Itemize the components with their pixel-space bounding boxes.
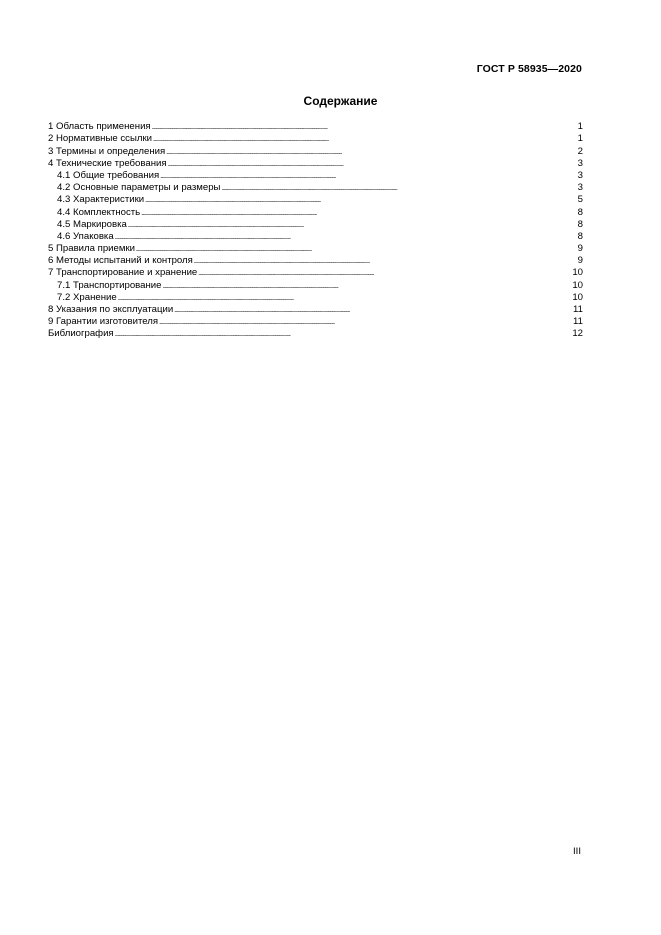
toc-entry[interactable] [48, 267, 583, 279]
toc-entry-label: 4.5 Маркировка [57, 218, 127, 230]
toc-dot-leader [141, 207, 576, 219]
toc-entry[interactable] [48, 316, 583, 328]
toc-entry-label: 7.2 Хранение [57, 291, 117, 303]
toc-entry-page: 3 [577, 182, 583, 194]
toc-entry-label: 5 Правила приемки [48, 243, 135, 255]
toc-entry[interactable] [48, 231, 583, 243]
toc-entry[interactable] [48, 194, 583, 206]
toc-entry[interactable] [48, 158, 583, 170]
toc-entry[interactable] [48, 279, 583, 291]
toc-dot-leader [198, 267, 571, 279]
toc-dot-leader [163, 280, 572, 292]
toc-entry-label: 4.4 Комплектность [57, 206, 141, 218]
toc-dot-leader [115, 231, 577, 243]
toc-entry-label: Библиография [48, 328, 114, 340]
toc-entry-page: 3 [577, 157, 583, 169]
toc-dot-leader [136, 243, 577, 255]
toc-dot-leader [168, 158, 577, 170]
toc-dot-leader [145, 194, 577, 206]
toc-entry[interactable] [48, 182, 583, 194]
toc-entry-label: 1 Область применения [48, 121, 151, 133]
toc-entry-page: 9 [577, 243, 583, 255]
toc-entry-label: 7 Транспортирование и хранение [48, 267, 198, 279]
toc-dot-leader [153, 133, 577, 145]
toc-entry-page: 10 [572, 267, 583, 279]
toc-dot-leader [174, 304, 572, 316]
table-of-contents [48, 121, 583, 340]
toc-entry-label: 3 Термины и определения [48, 145, 166, 157]
toc-dot-leader [221, 182, 576, 194]
toc-entry-page: 8 [577, 206, 583, 218]
toc-entry[interactable] [48, 145, 583, 157]
toc-entry[interactable] [48, 121, 583, 133]
toc-dot-leader [118, 292, 572, 304]
toc-entry[interactable] [48, 133, 583, 145]
toc-entry-label: 8 Указания по эксплуатации [48, 304, 174, 315]
toc-entry-page: 2 [577, 145, 583, 157]
toc-entry-page: 8 [577, 218, 583, 230]
toc-dot-leader [115, 328, 572, 340]
toc-entry-label: 4.3 Характеристики [57, 194, 145, 206]
toc-entry[interactable] [48, 170, 583, 182]
toc-dot-leader [160, 170, 576, 182]
toc-dot-leader [159, 316, 572, 328]
toc-entry-label: 4.1 Общие требования [57, 169, 160, 181]
document-code: ГОСТ Р 58935—2020 [476, 63, 582, 75]
toc-entry-page: 11 [573, 316, 583, 328]
toc-entry[interactable] [48, 328, 583, 340]
toc-entry-page: 5 [577, 194, 583, 206]
toc-title: Содержание [303, 94, 378, 108]
toc-entry-page: 12 [572, 328, 583, 340]
toc-dot-leader [166, 146, 576, 158]
toc-entry-label: 2 Нормативные ссылки [48, 133, 153, 145]
toc-dot-leader [128, 219, 577, 231]
toc-entry-label: 4.6 Упаковка [57, 230, 114, 242]
toc-entry-label: 9 Гарантии изготовителя [48, 316, 159, 328]
toc-entry-label: 7.1 Транспортирование [57, 279, 162, 291]
toc-entry-page: 3 [577, 169, 583, 181]
toc-entry-label: 6 Методы испытаний и контроля [48, 255, 193, 267]
toc-entry[interactable] [48, 243, 583, 255]
page-number: III [573, 846, 581, 857]
toc-entry[interactable] [48, 206, 583, 218]
toc-entry-page: 11 [573, 304, 583, 315]
toc-entry[interactable] [48, 304, 583, 316]
toc-entry[interactable] [48, 255, 583, 267]
toc-entry-page: 10 [572, 279, 583, 291]
toc-entry-label: 4 Технические требования [48, 157, 167, 169]
toc-entry-page: 9 [577, 255, 583, 267]
toc-entry[interactable] [48, 219, 583, 231]
toc-entry-label: 4.2 Основные параметры и размеры [57, 182, 221, 194]
toc-dot-leader [194, 255, 577, 267]
toc-entry-page: 1 [577, 133, 583, 145]
toc-dot-leader [152, 121, 577, 133]
toc-entry-page: 8 [577, 230, 583, 242]
toc-entry[interactable] [48, 292, 583, 304]
toc-entry-page: 10 [572, 291, 583, 303]
toc-entry-page: 1 [577, 121, 583, 133]
